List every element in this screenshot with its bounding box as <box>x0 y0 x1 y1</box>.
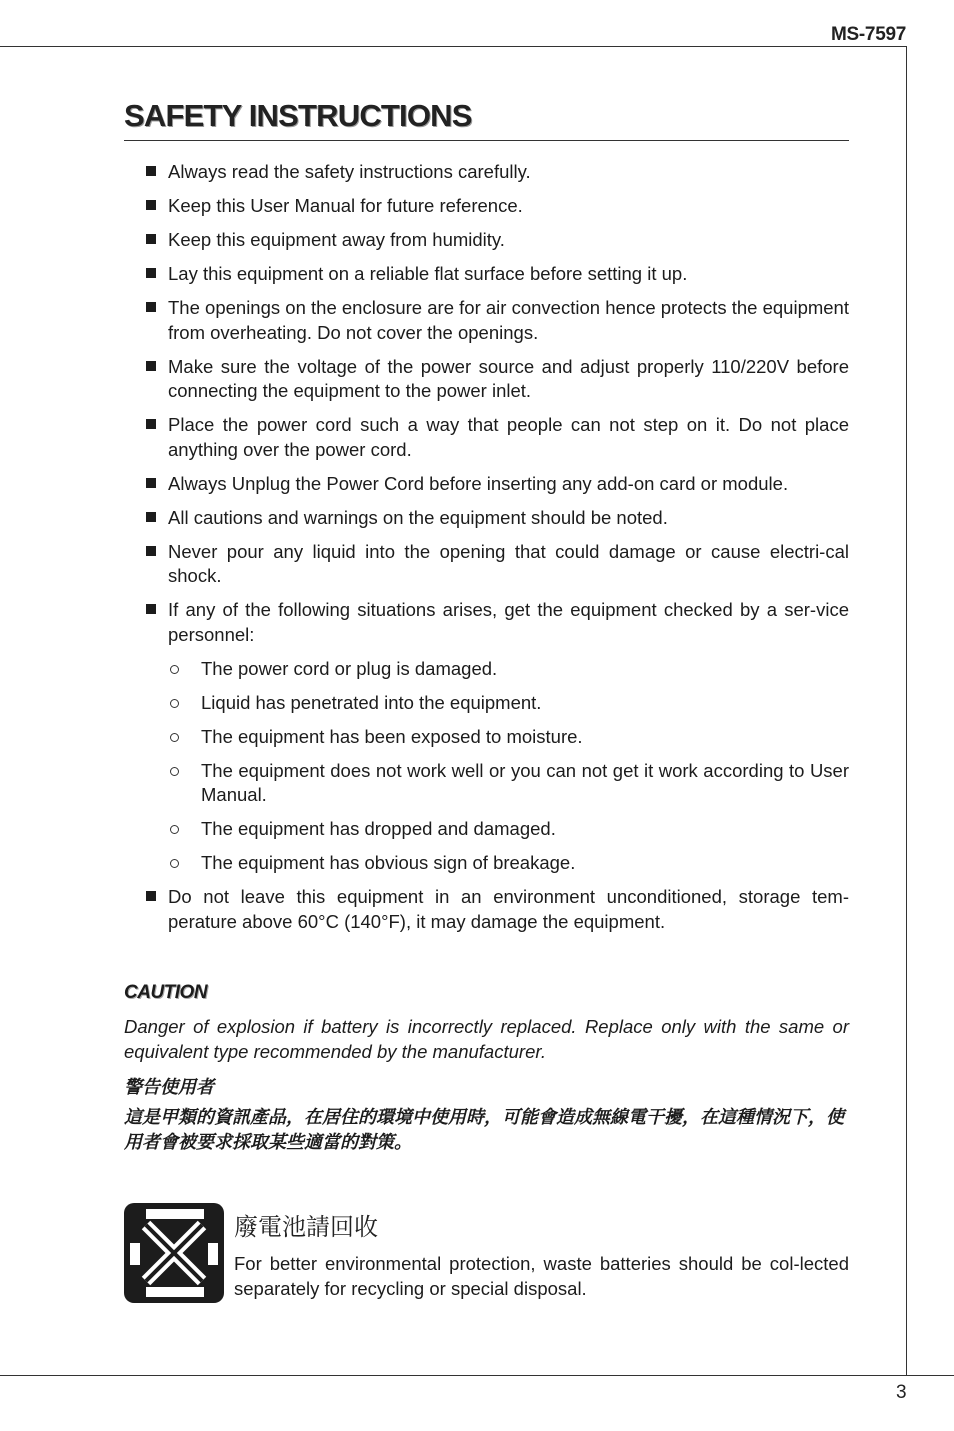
battery-recycle-text: For better environmental protection, waste batteries should be col-lected separately for recycling or special disposal. <box>234 1253 849 1299</box>
page-side-rule <box>906 46 907 1376</box>
sub-list-item <box>146 657 849 682</box>
sub-list-item <box>146 817 849 842</box>
sub-list-item <box>146 725 849 750</box>
list-item-text: The equipment has dropped and damaged. <box>201 818 556 839</box>
square-bullet-icon <box>146 478 156 488</box>
list-item-text: Liquid has penetrated into the equipment. <box>201 691 542 713</box>
square-bullet-icon <box>146 419 156 429</box>
square-bullet-icon <box>146 166 156 176</box>
list-item-text: The openings on the enclosure are for air convection hence protects the equipment from overheating. Do not cover the openings. <box>168 297 849 343</box>
square-bullet-icon <box>146 512 156 522</box>
list-item-text: Always Unplug the Power Cord before inserting any add-on card or module. <box>168 472 789 494</box>
footer-rule <box>0 1375 954 1376</box>
list-item-text: Always read the safety instructions carefully. <box>168 161 531 182</box>
sub-list-item <box>146 691 849 716</box>
sub-list-item <box>146 851 849 876</box>
list-item-text: Make sure the voltage of the power source and adjust properly 110/220V before connecting the equipment to the power inlet. <box>168 355 849 401</box>
square-bullet-icon <box>146 302 156 312</box>
circle-bullet-icon <box>170 767 179 776</box>
list-item-text: The equipment does not work well or you can not get it work according to User Manual. <box>201 759 849 805</box>
circle-bullet-icon <box>170 665 179 674</box>
square-bullet-icon <box>146 268 156 278</box>
list-item <box>146 296 849 345</box>
list-item-text: All cautions and warnings on the equipment should be noted. <box>168 506 668 528</box>
page-title: SAFETY INSTRUCTIONS <box>124 98 472 133</box>
list-item-text: Keep this equipment away from humidity. <box>168 229 505 250</box>
square-bullet-icon <box>146 546 156 556</box>
square-bullet-icon <box>146 200 156 210</box>
list-item-text: The power cord or plug is damaged. <box>201 657 498 679</box>
header-rule <box>0 46 907 47</box>
list-item-text: If any of the following situations arises, get the equipment checked by a ser-vice personnel: <box>168 599 849 645</box>
list-item-text: Never pour any liquid into the opening that could damage or cause electri-cal shock. <box>168 540 849 586</box>
list-item <box>146 472 849 497</box>
square-bullet-icon <box>146 361 156 371</box>
list-item-text: Place the power cord such a way that people can not step on it. Do not place anything over the power cord. <box>168 414 849 460</box>
circle-bullet-icon <box>170 825 179 834</box>
sub-list-item <box>146 759 849 808</box>
warning-text: 這是甲類的資訊產品，在居住的環境中使用時，可能會造成無線電干擾，在這種情況下，使用者會被要求採取某些適當的對策。 <box>124 1107 844 1152</box>
warning-heading: 警告使用者 <box>124 1077 214 1097</box>
recycle-icon <box>124 1203 224 1303</box>
circle-bullet-icon <box>170 859 179 868</box>
list-item <box>146 885 849 934</box>
list-item-text: Do not leave this equipment in an environment unconditioned, storage tem-perature above 60°C (140°F), it may damage the equipment. <box>168 886 849 932</box>
list-item <box>146 598 849 647</box>
safety-instructions-list <box>146 160 849 944</box>
caution-heading: CAUTION <box>124 982 208 1003</box>
list-item <box>146 540 849 589</box>
list-item-text: Keep this User Manual for future reference. <box>168 195 523 216</box>
list-item <box>146 228 849 253</box>
square-bullet-icon <box>146 234 156 244</box>
list-item-text: Lay this equipment on a reliable flat surface before setting it up. <box>168 263 688 284</box>
list-item-text: The equipment has been exposed to moisture. <box>201 725 583 747</box>
circle-bullet-icon <box>170 699 179 708</box>
square-bullet-icon <box>146 891 156 901</box>
title-underline <box>124 140 849 141</box>
list-item <box>146 160 849 185</box>
caution-text: Danger of explosion if battery is incorrectly replaced. Replace only with the same or equivalent type recommended by the manufacturer. <box>124 1016 849 1062</box>
page-number: 3 <box>896 1382 907 1403</box>
model-number: MS-7597 <box>831 24 906 45</box>
list-item-text: The equipment has obvious sign of breakage. <box>201 852 576 873</box>
list-item <box>146 506 849 531</box>
list-item <box>146 194 849 219</box>
list-item <box>146 355 849 404</box>
circle-bullet-icon <box>170 733 179 742</box>
battery-recycle-heading: 廢電池請回收 <box>234 1214 378 1241</box>
square-bullet-icon <box>146 604 156 614</box>
list-item <box>146 262 849 287</box>
list-item <box>146 413 849 462</box>
